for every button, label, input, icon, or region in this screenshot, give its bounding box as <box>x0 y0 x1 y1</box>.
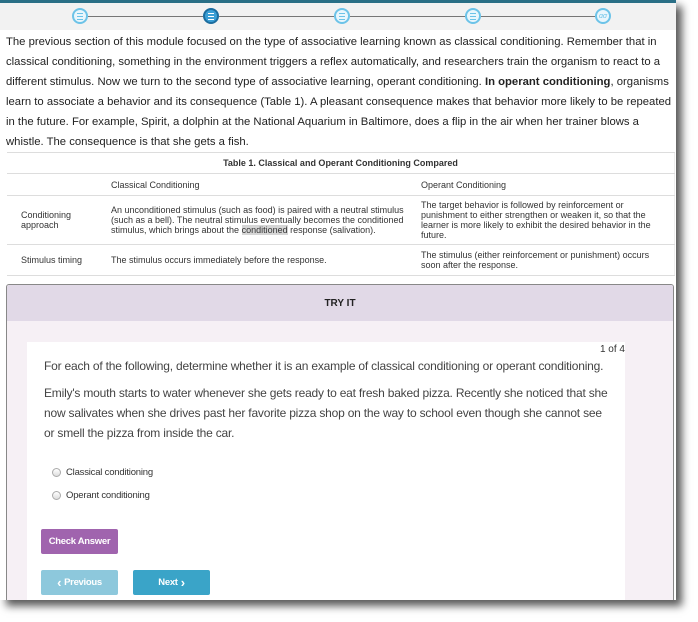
stepper-connector <box>481 16 595 17</box>
intro-bold-lead: In <box>484 76 499 88</box>
option-operant[interactable] <box>52 490 150 501</box>
chevron-left-icon: ‹ <box>57 575 62 590</box>
cell-operant: The stimulus (either reinforcement or punishment) occurs soon after the response. <box>416 245 675 276</box>
question-card <box>27 342 625 600</box>
cell-text: An unconditioned stimulus (such as food) is paired with a neutral stimulus (such as a bell). The neutral stimulus eventually becomes the conditioned stimulus, which brings about the <box>111 205 404 235</box>
table-header-row <box>7 174 675 196</box>
intro-text-cont: , organisms learn to associate a behavior and its consequence (Table 1). A pleasant consequence makes that behavior more likely to be repeated in the future. For example, Spirit, a dolphin at the National Aquarium in Baltimore, does a flip in the air when her trainer blows a whistle. The consequence is that she gets a fish. <box>6 76 672 148</box>
header-classical: Classical Conditioning <box>106 174 416 196</box>
module-stepper <box>0 0 676 30</box>
check-answer-button[interactable] <box>41 529 118 554</box>
cell-text: response (salivation). <box>287 225 376 235</box>
radio-operant[interactable] <box>52 491 61 500</box>
next-label: Next <box>158 577 178 588</box>
cell-classical <box>106 196 416 245</box>
radio-classical[interactable] <box>52 468 61 477</box>
intro-paragraph <box>6 32 674 152</box>
key-term: operant conditioning <box>498 76 611 88</box>
table-caption: Table 1. Classical and Operant Conditioning Compared <box>7 153 675 174</box>
header-operant: Operant Conditioning <box>416 174 675 196</box>
cell-operant: The target behavior is followed by reinforcement or punishment to either strengthen or weaken it, so that the learner is more likely to exhibit the desired behavior in the future. <box>416 196 675 245</box>
step-3-text-page-icon[interactable] <box>334 8 350 24</box>
question-prompt: For each of the following, determine whether it is an example of classical conditioning or operant conditioning. <box>44 359 604 373</box>
option-label: Operant conditioning <box>66 490 150 501</box>
question-scenario: Emily's mouth starts to water whenever she gets ready to eat fresh baked pizza. Recently she noticed that she now salivates when she drives past her favorite pizza shop on the way to school even though she cannot see or smell the pizza from inside the car. <box>44 386 608 440</box>
intro-text: The previous section of this module focused on the type of associative learning known as classical conditioning. Remember that in classical conditioning, something in the environment triggers a reflex automatically, and researchers train the organism to react to a different stimulus. Now we turn to the second type of associative learning, operant conditioning. <box>6 36 661 88</box>
step-2-text-page-icon[interactable] <box>203 8 219 24</box>
try-it-title: TRY IT <box>324 297 356 309</box>
option-label: Classical conditioning <box>66 467 153 478</box>
try-it-header <box>7 285 673 321</box>
stepper-connector <box>88 16 203 17</box>
highlighted-term: conditioned <box>241 225 288 235</box>
row-label: Stimulus timing <box>7 245 106 276</box>
previous-label: Previous <box>64 577 102 588</box>
comparison-table <box>7 152 675 276</box>
step-5-try-it-icon[interactable] <box>595 8 611 24</box>
next-button[interactable] <box>133 570 210 595</box>
check-answer-label: Check Answer <box>48 536 111 547</box>
cell-classical: The stimulus occurs immediately before the response. <box>106 245 416 276</box>
step-4-text-page-icon[interactable] <box>465 8 481 24</box>
step-1-text-page-icon[interactable] <box>72 8 88 24</box>
stepper-connector <box>219 16 334 17</box>
stepper-connector <box>350 16 465 17</box>
chevron-right-icon: › <box>180 575 185 590</box>
previous-button[interactable] <box>41 570 118 595</box>
table-row <box>7 245 675 276</box>
option-classical[interactable] <box>52 467 153 478</box>
row-label: Conditioning approach <box>7 196 106 245</box>
try-it-glyph: ɑσ <box>598 12 608 20</box>
table-row <box>7 196 675 245</box>
question-counter: 1 of 4 <box>599 344 625 355</box>
header-empty <box>7 174 106 196</box>
try-it-panel <box>6 284 674 600</box>
